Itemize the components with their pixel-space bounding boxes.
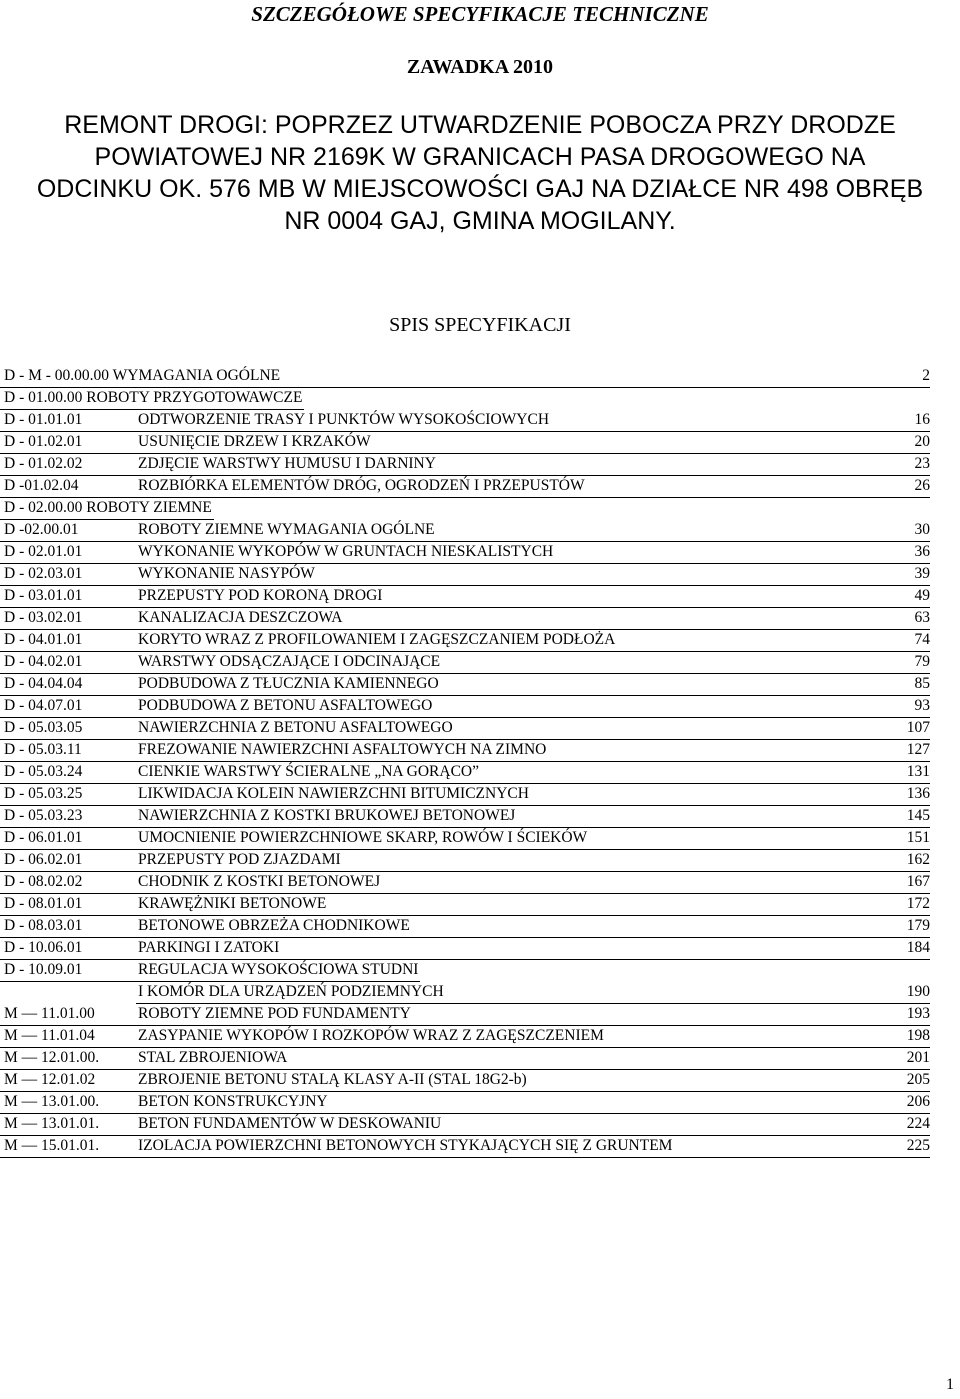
toc-code: D - M - 00.00.00 WYMAGANIA OGÓLNE [4,367,281,384]
toc-title: WYKONANIE NASYPÓW [138,565,315,582]
toc-row [0,850,960,872]
toc-row [0,366,960,388]
toc-title: PODBUDOWA Z TŁUCZNIA KAMIENNEGO [138,675,439,692]
toc-page-number: 151 [906,829,930,846]
toc-title: KANALIZACJA DESZCZOWA [138,609,343,626]
toc-title: UMOCNIENIE POWIERZCHNIOWE SKARP, ROWÓW I ŚCIEKÓW [138,829,588,846]
toc-code: M — 11.01.04 [4,1027,95,1044]
toc-page-number: 224 [906,1115,930,1132]
toc-page-number: 36 [914,543,930,560]
toc-page-number: 172 [906,895,930,912]
toc-row [0,652,960,674]
toc-page-number: 127 [906,741,930,758]
toc-title: I KOMÓR DLA URZĄDZEŃ PODZIEMNYCH [138,983,444,1000]
toc-code: D - 01.00.00 ROBOTY PRZYGOTOWAWCZE [4,389,303,406]
toc-page-number: 225 [906,1137,930,1154]
toc-page-number: 184 [906,939,930,956]
toc-page-number: 136 [906,785,930,802]
toc-code: M — 13.01.01. [4,1115,100,1132]
toc-row [0,388,960,410]
toc-code: D -01.02.04 [4,477,79,494]
toc-code: D - 05.03.25 [4,785,83,802]
toc-page-number: 193 [906,1005,930,1022]
toc-row [0,1114,960,1136]
toc-row [0,432,960,454]
toc-title: NAWIERZCHNIA Z BETONU ASFALTOWEGO [138,719,453,736]
toc-code: D - 01.02.01 [4,433,83,450]
toc-title: STAL ZBROJENIOWA [138,1049,288,1066]
document-title: SZCZEGÓŁOWE SPECYFIKACJE TECHNICZNE [251,2,709,26]
toc-row [0,982,960,1004]
toc-page-number: 23 [914,455,930,472]
toc-title: ZBROJENIE BETONU STALĄ KLASY A-II (STAL 18G2-b) [138,1071,527,1088]
toc-page-number: 16 [914,411,930,428]
project-description-line: NR 0004 GAJ, GMINA MOGILANY. [284,207,676,235]
toc-code: D - 05.03.05 [4,719,83,736]
toc-page-number: 179 [906,917,930,934]
toc-code: D - 04.01.01 [4,631,83,648]
toc-row [0,410,960,432]
toc-page-number: 2 [922,367,930,384]
toc-code: D - 05.03.11 [4,741,82,758]
toc-title: ZDJĘCIE WARSTWY HUMUSU I DARNINY [138,455,436,472]
toc-page-number: 190 [906,983,930,1000]
toc-row [0,476,960,498]
toc-title: USUNIĘCIE DRZEW I KRZAKÓW [138,433,371,450]
toc-page-number: 162 [906,851,930,868]
toc-row [0,696,960,718]
toc-code: D - 04.04.04 [4,675,83,692]
toc-title: ROZBIÓRKA ELEMENTÓW DRÓG, OGRODZEŃ I PRZEPUSTÓW [138,477,585,494]
toc-row [0,762,960,784]
toc-page-number: 30 [914,521,930,538]
toc-title: WYKONANIE WYKOPÓW W GRUNTACH NIESKALISTYCH [138,543,554,560]
toc-code: D - 08.01.01 [4,895,83,912]
toc-page-number: 49 [914,587,930,604]
toc-title: PRZEPUSTY POD ZJAZDAMI [138,851,341,868]
toc-row [0,718,960,740]
toc-page-number: 26 [914,477,930,494]
project-description-line: REMONT DROGI: POPRZEZ UTWARDZENIE POBOCZA PRZY DRODZE [64,111,896,139]
toc-row [0,1048,960,1070]
toc-row [0,916,960,938]
toc-title: IZOLACJA POWIERZCHNI BETONOWYCH STYKAJĄCYCH SIĘ Z GRUNTEM [138,1137,673,1154]
toc-page-number: 145 [906,807,930,824]
toc-code: D - 06.01.01 [4,829,83,846]
toc-code: D - 10.06.01 [4,939,83,956]
toc-row [0,1092,960,1114]
toc-title: BETON KONSTRUKCYJNY [138,1093,328,1110]
toc-code: D - 01.02.02 [4,455,83,472]
toc-page-number: 131 [906,763,930,780]
toc-row [0,542,960,564]
toc-row [0,894,960,916]
toc-code: D - 02.00.00 ROBOTY ZIEMNE [4,499,212,516]
toc-page-number: 167 [906,873,930,890]
toc-row [0,586,960,608]
toc-row [0,630,960,652]
toc-title: PRZEPUSTY POD KORONĄ DROGI [138,587,383,604]
toc-title: LIKWIDACJA KOLEIN NAWIERZCHNI BITUMICZNYCH [138,785,529,802]
toc-code: D - 04.07.01 [4,697,83,714]
toc-row [0,564,960,586]
page-number: 1 [946,1376,954,1393]
toc-title: KORYTO WRAZ Z PROFILOWANIEM I ZAGĘSZCZANIEM PODŁOŻA [138,631,616,648]
toc-title: NAWIERZCHNIA Z KOSTKI BRUKOWEJ BETONOWEJ [138,807,516,824]
toc-page-number: 85 [914,675,930,692]
toc-row [0,674,960,696]
toc-title: ODTWORZENIE TRASY I PUNKTÓW WYSOKOŚCIOWYCH [138,411,550,428]
toc-title: KRAWĘŻNIKI BETONOWE [138,895,327,912]
toc-code: D - 08.03.01 [4,917,83,934]
toc-row [0,784,960,806]
toc-code: M — 12.01.00. [4,1049,100,1066]
toc-title: ROBOTY ZIEMNE WYMAGANIA OGÓLNE [138,521,435,538]
toc-title: REGULACJA WYSOKOŚCIOWA STUDNI [138,961,419,978]
toc-row [0,498,960,520]
toc-code: D - 03.01.01 [4,587,83,604]
toc-title: ZASYPANIE WYKOPÓW I ROZKOPÓW WRAZ Z ZAGĘSZCZENIEM [138,1027,604,1044]
toc-row [0,1136,960,1158]
toc-title: BETON FUNDAMENTÓW W DESKOWANIU [138,1115,442,1132]
toc-code: D - 04.02.01 [4,653,83,670]
toc-row [0,960,960,982]
toc-row [0,1026,960,1048]
toc-row [0,520,960,542]
toc-row [0,454,960,476]
toc-code: M — 12.01.02 [4,1071,96,1088]
toc-code: D - 02.03.01 [4,565,83,582]
toc-code: M — 13.01.00. [4,1093,100,1110]
toc-code: M — 11.01.00 [4,1005,95,1022]
toc-title: FREZOWANIE NAWIERZCHNI ASFALTOWYCH NA ZIMNO [138,741,547,758]
toc-row [0,806,960,828]
toc-code: D - 03.02.01 [4,609,83,626]
toc-title: BETONOWE OBRZEŻA CHODNIKOWE [138,917,410,934]
toc-page-number: 63 [914,609,930,626]
toc-code: D - 10.09.01 [4,961,83,978]
toc-code: M — 15.01.01. [4,1137,100,1154]
toc-title: ROBOTY ZIEMNE POD FUNDAMENTY [138,1005,411,1022]
toc-page-number: 201 [906,1049,930,1066]
toc-underline [0,1157,930,1158]
toc-page-number: 20 [914,433,930,450]
toc-row [0,1070,960,1092]
toc-page-number: 79 [914,653,930,670]
toc-page-number: 74 [914,631,930,648]
toc-page-number: 198 [906,1027,930,1044]
document-subtitle: ZAWADKA 2010 [406,56,554,78]
toc-page-number: 206 [906,1093,930,1110]
toc-title: WARSTWY ODSĄCZAJĄCE I ODCINAJĄCE [138,653,441,670]
project-description-line: ODCINKU OK. 576 MB W MIEJSCOWOŚCI GAJ NA DZIAŁCE NR 498 OBRĘB [36,175,924,203]
toc-code: D - 08.02.02 [4,873,83,890]
toc-title: CIENKIE WARSTWY ŚCIERALNE „NA GORĄCO” [138,763,479,780]
toc-title: PARKINGI I ZATOKI [138,939,280,956]
toc-code: D - 02.01.01 [4,543,83,560]
toc-page-number: 107 [906,719,930,736]
toc-code: D - 06.02.01 [4,851,83,868]
toc-row [0,938,960,960]
toc-heading: SPIS SPECYFIKACJI [389,314,571,336]
toc-row [0,608,960,630]
project-description-line: POWIATOWEJ NR 2169K W GRANICACH PASA DROGOWEGO NA [94,143,866,171]
toc-code: D - 05.03.23 [4,807,83,824]
toc-row [0,872,960,894]
toc-row [0,828,960,850]
toc-code: D - 01.01.01 [4,411,83,428]
toc-code: D -02.00.01 [4,521,79,538]
toc-title: PODBUDOWA Z BETONU ASFALTOWEGO [138,697,433,714]
toc-code: D - 05.03.24 [4,763,83,780]
toc-row [0,740,960,762]
toc-row [0,1004,960,1026]
toc-title: CHODNIK Z KOSTKI BETONOWEJ [138,873,381,890]
toc-page-number: 39 [914,565,930,582]
toc-page-number: 205 [906,1071,930,1088]
toc-page-number: 93 [914,697,930,714]
